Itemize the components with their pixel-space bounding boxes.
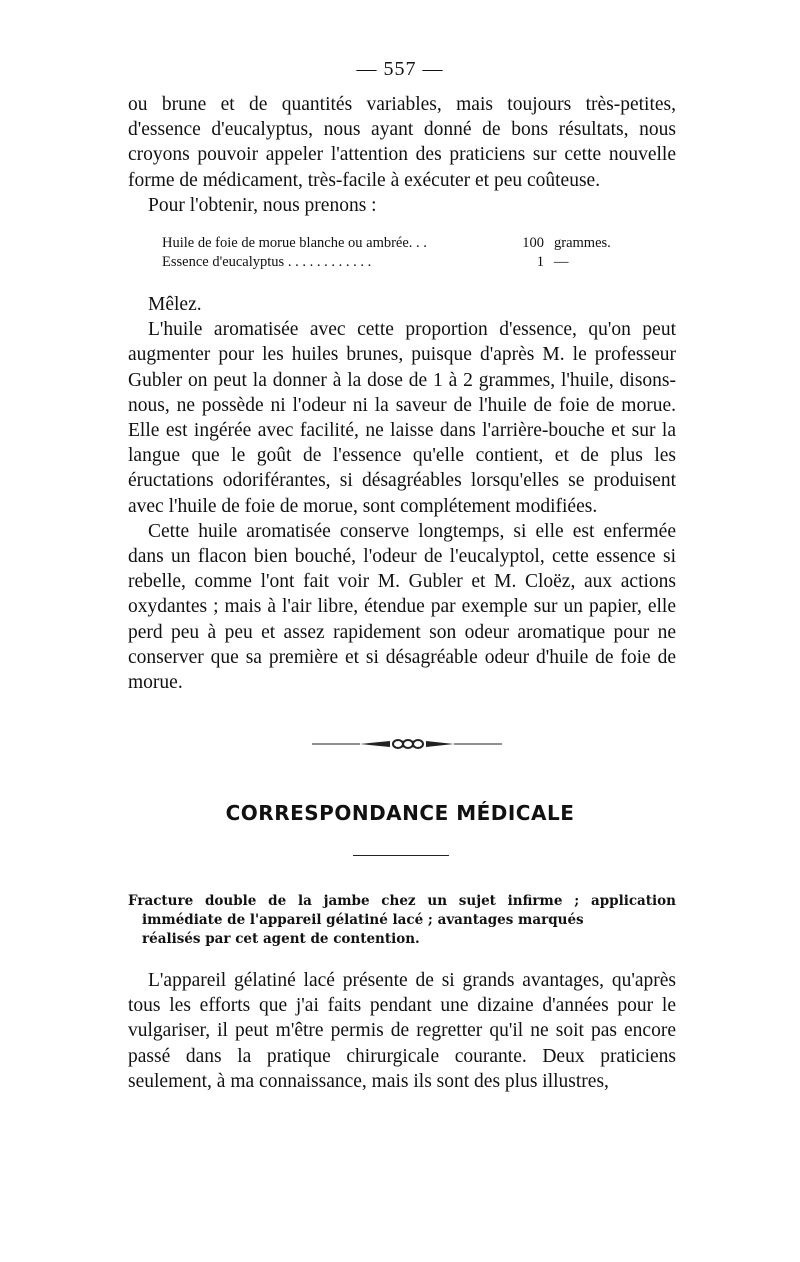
paragraph-conservation: Cette huile aromatisée conserve longtemps, si elle est enfermée dans un flacon bien bouché, l'odeur de l'eucalyptol, cette essence si rebelle, comme l'ont fait voir M. Gubler et M. Cloëz, aux actions oxydantes ; mais à l'air libre, étendue par exemple sur un papier, elle perd peu à peu et assez rapidement son odeur aromatique pour ne conserver que sa première et si désagréable odeur d'huile de foie de morue. xyxy=(128,520,676,694)
recipe-ingredient: Essence d'eucalyptus . . . . . . . . . . . . xyxy=(162,254,372,270)
article-subtitle xyxy=(128,892,676,949)
section-title: CORRESPONDANCE MÉDICALE xyxy=(225,801,575,825)
recipe-unit: — xyxy=(554,254,569,270)
text-block-middle xyxy=(128,292,676,695)
recipe-quantity: 1 xyxy=(536,254,544,270)
recipe-row xyxy=(162,253,642,272)
paragraph-intro-recipe: Pour l'obtenir, nous prenons : xyxy=(148,194,377,216)
text-block-top xyxy=(128,92,676,218)
paragraph-huile-aromatisee: L'huile aromatisée avec cette proportion d'essence, qu'on peut augmenter pour les huiles brunes, puisque d'après M. le professeur Gubler on peut la donner à la dose de 1 à 2 grammes, l'huile, disons-nous, ne possède ni l'odeur ni la saveur de l'huile de foie de morue. Elle est ingérée avec facilité, ne laisse dans l'arrière-bouche et sur la langue que le goût de l'essence qu'elle contient, et de plus les éructations odoriférantes, si désagréables lorsqu'elles se produisent avec l'huile de foie de morue, sont complétement modifiées. xyxy=(128,319,676,517)
text-block-bottom xyxy=(128,968,676,1094)
recipe-row xyxy=(162,234,642,253)
recipe-unit: grammes. xyxy=(554,235,611,251)
recipe-table xyxy=(162,234,642,272)
subtitle-line: immédiate de l'appareil gélatiné lacé ; avantages marqués xyxy=(142,912,584,928)
page-number: — 557 — xyxy=(356,58,444,80)
recipe-ingredient: Huile de foie de morue blanche ou ambrée. . . xyxy=(162,235,427,251)
paragraph-melez: Mêlez. xyxy=(148,294,202,315)
paragraph-continuation: ou brune et de quantités variables, mais toujours très-petites, d'essence d'eucalyptus, nous ayant donné de bons résultats, nous croyons pouvoir appeler l'attention des praticiens sur cette nouvelle forme de médicament, très-facile à exécuter et peu coûteuse. xyxy=(128,94,676,191)
paragraph-appareil-gelatine: L'appareil gélatiné lacé présente de si grands avantages, qu'après tous les efforts que j'ai faits pendant une dizaine d'années pour le vulgariser, il peut m'être permis de regretter qu'il ne soit pas encore passé dans la pratique chirurgicale courante. Deux praticiens seulement, à ma connaissance, mais ils sont des plus illustres, xyxy=(128,970,676,1092)
subtitle-line: réalisés par cet agent de contention. xyxy=(142,931,420,947)
title-rule xyxy=(353,855,449,856)
subtitle-line: Fracture double de la jambe chez un sujet infirme ; application xyxy=(128,893,676,909)
ornament-divider xyxy=(312,736,502,752)
recipe-quantity: 100 xyxy=(522,235,544,251)
